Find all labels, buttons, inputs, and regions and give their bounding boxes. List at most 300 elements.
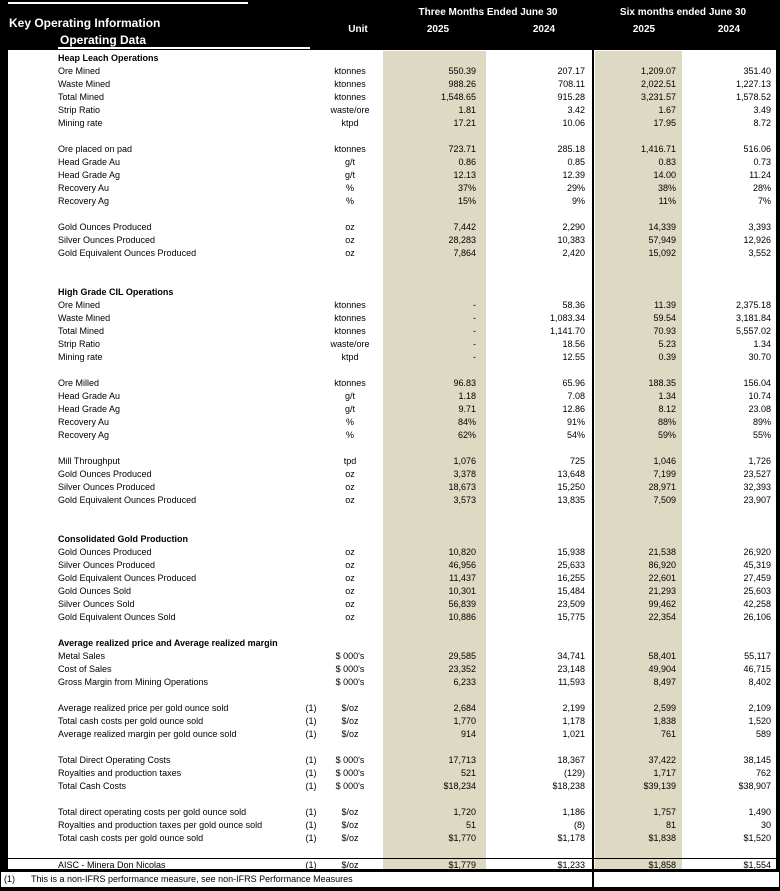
footnote-ref xyxy=(300,234,322,247)
spacer-row xyxy=(8,364,776,377)
footnote-ref xyxy=(300,247,322,260)
spacer-row xyxy=(8,689,776,702)
value-6m-2024: 8.72 xyxy=(753,118,771,128)
value-6m-2025: $1,838 xyxy=(648,833,676,843)
table-row xyxy=(8,546,776,559)
report-title: Key Operating Information xyxy=(9,16,161,30)
row-label: Average realized price and Average realized margin xyxy=(58,638,278,648)
value-6m-2024: 27,459 xyxy=(743,573,771,583)
value-q2-2025: 1,548.65 xyxy=(440,92,476,102)
footnote-ref xyxy=(300,416,322,429)
value-q2-2024: 34,741 xyxy=(557,651,585,661)
footnote-ref: (1) xyxy=(305,768,317,778)
value-q2-2024: 29% xyxy=(566,183,585,193)
value-6m-2025: 70.93 xyxy=(653,326,676,336)
table-row xyxy=(8,169,776,182)
footnote-ref xyxy=(300,338,322,351)
value-q2-2025: 84% xyxy=(457,417,476,427)
row-label: Gold Equivalent Ounces Sold xyxy=(58,612,176,622)
value-6m-2024: 12,926 xyxy=(743,235,771,245)
value-q2-2025: 10,886 xyxy=(448,612,476,622)
value-q2-2024: 1,141.70 xyxy=(549,326,585,336)
value-6m-2025 xyxy=(590,286,682,299)
value-q2-2025: - xyxy=(473,339,476,349)
column-header-q2-2024: 2024 xyxy=(532,24,556,35)
value-q2-2025: 11,437 xyxy=(449,573,476,583)
value-6m-2025: 1,209.07 xyxy=(640,66,676,76)
row-label: Average realized margin per gold ounce sold xyxy=(58,729,237,739)
row-label: Waste Mined xyxy=(58,79,111,89)
table-row xyxy=(8,611,776,624)
section-header-row xyxy=(8,533,776,546)
footnote-ref xyxy=(300,169,322,182)
value-q2-2024: 708.11 xyxy=(558,79,585,89)
footnote-ref xyxy=(300,286,322,299)
value-6m-2025: 3,231.57 xyxy=(640,92,676,102)
unit-cell: oz xyxy=(345,547,355,557)
table-row xyxy=(8,455,776,468)
value-6m-2025: 1,416.71 xyxy=(640,144,676,154)
value-q2-2025: 7,864 xyxy=(453,248,476,258)
value-6m-2024: $1,554 xyxy=(743,860,771,870)
value-q2-2025: - xyxy=(473,300,476,310)
value-6m-2025: 86,920 xyxy=(648,560,676,570)
row-label: Head Grade Ag xyxy=(58,404,121,414)
value-q2-2024 xyxy=(482,637,590,650)
value-6m-2025: 15,092 xyxy=(648,248,676,258)
value-q2-2025: 15% xyxy=(457,196,476,206)
row-label: Total direct operating costs per gold ounce sold xyxy=(58,807,247,817)
row-label: Silver Ounces Sold xyxy=(58,599,135,609)
value-6m-2024: 46,715 xyxy=(743,664,771,674)
unit-cell: $/oz xyxy=(341,729,359,739)
value-q2-2025: 723.71 xyxy=(448,144,476,154)
unit-cell: ktonnes xyxy=(334,300,366,310)
table-row xyxy=(8,390,776,403)
footnote-ref xyxy=(300,65,322,78)
table-row xyxy=(8,104,776,117)
value-6m-2024: 351.40 xyxy=(743,66,771,76)
row-label: Ore Mined xyxy=(58,66,101,76)
table-row xyxy=(8,377,776,390)
value-q2-2024: 18.56 xyxy=(562,339,585,349)
value-6m-2025: 28,971 xyxy=(648,482,676,492)
unit-cell: ktpd xyxy=(341,118,359,128)
row-label: Total cash costs per gold ounce sold xyxy=(58,716,204,726)
row-label: Total Mined xyxy=(58,326,105,336)
row-label: Recovery Ag xyxy=(58,430,110,440)
footnote-ref xyxy=(300,663,322,676)
value-6m-2025: 57,949 xyxy=(648,235,676,245)
value-q2-2024: 207.17 xyxy=(557,66,585,76)
value-6m-2025: 1.67 xyxy=(658,105,676,115)
table-row xyxy=(8,572,776,585)
table-row xyxy=(8,806,776,819)
footnote-ref xyxy=(300,533,322,546)
value-q2-2025: 46,956 xyxy=(448,560,476,570)
value-6m-2024: 55% xyxy=(752,430,771,440)
table-row xyxy=(8,780,776,793)
value-6m-2024: 3,181.84 xyxy=(735,313,771,323)
value-q2-2025 xyxy=(378,52,482,65)
value-q2-2025: $1,779 xyxy=(448,860,476,870)
value-q2-2024: 0.85 xyxy=(567,157,585,167)
value-6m-2025: 1,757 xyxy=(653,807,676,817)
value-6m-2024: 762 xyxy=(755,768,771,778)
spacer-row xyxy=(8,260,776,273)
value-6m-2025: 8.12 xyxy=(658,404,676,414)
table-row xyxy=(8,312,776,325)
footnote-ref xyxy=(300,312,322,325)
value-6m-2024 xyxy=(682,637,776,650)
value-6m-2025: 2,599 xyxy=(653,703,676,713)
value-6m-2024: 10.74 xyxy=(748,391,771,401)
table-rows xyxy=(8,52,776,871)
table-row xyxy=(8,195,776,208)
unit-cell: ktonnes xyxy=(334,326,366,336)
row-label: Mining rate xyxy=(58,118,103,128)
footnote-ref: (1) xyxy=(305,755,317,765)
unit-cell: $ 000's xyxy=(335,781,365,791)
row-label: Recovery Au xyxy=(58,183,110,193)
value-6m-2025: $1,858 xyxy=(648,860,676,870)
table-row xyxy=(8,819,776,832)
column-header-q2-2025: 2025 xyxy=(426,24,450,35)
row-label: Recovery Au xyxy=(58,417,110,427)
unit-cell xyxy=(322,286,378,299)
table-row xyxy=(8,559,776,572)
value-q2-2024: 12.86 xyxy=(562,404,585,414)
value-6m-2024: 3,393 xyxy=(748,222,771,232)
value-6m-2024: 45,319 xyxy=(743,560,771,570)
value-6m-2024: $1,520 xyxy=(743,833,771,843)
table-row xyxy=(8,494,776,507)
row-label: Strip Ratio xyxy=(58,339,101,349)
table-row xyxy=(8,403,776,416)
value-6m-2024: $38,907 xyxy=(738,781,771,791)
unit-cell: oz xyxy=(345,612,355,622)
unit-cell: g/t xyxy=(344,157,355,167)
spacer-row xyxy=(8,520,776,533)
table-row xyxy=(8,351,776,364)
subtitle-underline xyxy=(58,47,310,49)
value-6m-2024: 1,490 xyxy=(748,807,771,817)
value-q2-2024: 15,250 xyxy=(557,482,585,492)
value-6m-2024: 23,907 xyxy=(743,495,771,505)
row-label: High Grade CIL Operations xyxy=(58,287,174,297)
footnote-ref xyxy=(300,299,322,312)
value-q2-2025: 29,585 xyxy=(448,651,476,661)
value-q2-2025: 23,352 xyxy=(448,664,476,674)
value-6m-2025: $39,139 xyxy=(643,781,676,791)
value-q2-2025: 988.26 xyxy=(448,79,476,89)
unit-cell: oz xyxy=(345,222,355,232)
spacer-row xyxy=(8,741,776,754)
value-q2-2024: 2,290 xyxy=(562,222,585,232)
footnote-ref: (1) xyxy=(305,833,317,843)
unit-cell: oz xyxy=(345,495,355,505)
value-q2-2024: 7.08 xyxy=(567,391,585,401)
row-label: Gold Equivalent Ounces Produced xyxy=(58,573,197,583)
unit-cell: oz xyxy=(345,235,355,245)
unit-cell: $/oz xyxy=(341,807,359,817)
value-q2-2025: 1,720 xyxy=(453,807,476,817)
unit-cell: oz xyxy=(345,560,355,570)
unit-cell: % xyxy=(345,430,354,440)
value-q2-2025: 10,820 xyxy=(448,547,476,557)
value-6m-2024: 0.73 xyxy=(753,157,771,167)
section-header-row xyxy=(8,637,776,650)
value-q2-2025 xyxy=(378,533,482,546)
table-row xyxy=(8,702,776,715)
table-row xyxy=(8,429,776,442)
unit-cell: ktonnes xyxy=(334,92,366,102)
value-6m-2024: 1,520 xyxy=(748,716,771,726)
table-row xyxy=(8,299,776,312)
value-6m-2025: 0.39 xyxy=(658,352,676,362)
value-q2-2024 xyxy=(482,52,590,65)
value-q2-2025: 1,770 xyxy=(453,716,476,726)
footnote-ref xyxy=(300,650,322,663)
row-label: Metal Sales xyxy=(58,651,106,661)
value-q2-2025: 7,442 xyxy=(453,222,476,232)
value-6m-2024: 1.34 xyxy=(753,339,771,349)
spacer-row xyxy=(8,130,776,143)
footnote-ref xyxy=(300,429,322,442)
value-q2-2025: $1,770 xyxy=(448,833,476,843)
footnote-ref xyxy=(300,546,322,559)
value-q2-2024: 15,775 xyxy=(557,612,585,622)
value-6m-2024 xyxy=(682,533,776,546)
spacer-row xyxy=(8,845,776,858)
row-label: Royalties and production taxes per gold ounce sold xyxy=(58,820,263,830)
period-group-six-months: Six months ended June 30 xyxy=(619,7,747,18)
value-q2-2024: 2,420 xyxy=(562,248,585,258)
value-q2-2024: 10.06 xyxy=(562,118,585,128)
value-6m-2025: 59.54 xyxy=(653,313,676,323)
value-6m-2025: 5.23 xyxy=(658,339,676,349)
value-q2-2025 xyxy=(378,637,482,650)
table-row xyxy=(8,728,776,741)
footnote-ref: (1) xyxy=(305,860,317,870)
value-q2-2025: 1,076 xyxy=(453,456,476,466)
value-q2-2024: 15,484 xyxy=(557,586,585,596)
value-6m-2025 xyxy=(590,637,682,650)
footnote-marker: (1) xyxy=(4,874,15,884)
value-6m-2025: 21,538 xyxy=(648,547,676,557)
value-6m-2024: 7% xyxy=(757,196,771,206)
unit-cell xyxy=(322,637,378,650)
value-q2-2025: 3,573 xyxy=(453,495,476,505)
footnote-ref xyxy=(300,481,322,494)
value-6m-2025: 761 xyxy=(660,729,676,739)
value-6m-2025: 8,497 xyxy=(653,677,676,687)
table-row xyxy=(8,663,776,676)
value-6m-2025: 14,339 xyxy=(648,222,676,232)
unit-cell: oz xyxy=(345,482,355,492)
unit-cell: % xyxy=(345,183,354,193)
footnote-ref xyxy=(300,377,322,390)
value-6m-2024 xyxy=(682,286,776,299)
spacer-row xyxy=(8,208,776,221)
value-q2-2025: 10,301 xyxy=(448,586,476,596)
value-q2-2024: 3.42 xyxy=(567,105,585,115)
value-q2-2024: 915.28 xyxy=(557,92,585,102)
value-q2-2024: 13,835 xyxy=(557,495,585,505)
unit-cell: g/t xyxy=(344,404,355,414)
unit-cell: % xyxy=(345,196,354,206)
unit-cell: $ 000's xyxy=(335,768,365,778)
value-q2-2024: $18,238 xyxy=(552,781,585,791)
unit-cell: $ 000's xyxy=(335,651,365,661)
footnote-ref: (1) xyxy=(305,807,317,817)
value-6m-2025: 1.34 xyxy=(658,391,676,401)
footnote-ref xyxy=(300,78,322,91)
footnote-ref xyxy=(300,195,322,208)
row-label: Silver Ounces Produced xyxy=(58,560,156,570)
value-q2-2024: 18,367 xyxy=(557,755,585,765)
value-q2-2024: 11,593 xyxy=(558,677,585,687)
footnote-ref xyxy=(300,104,322,117)
value-6m-2024: 30.70 xyxy=(748,352,771,362)
row-label: Royalties and production taxes xyxy=(58,768,182,778)
value-6m-2025: 0.83 xyxy=(658,157,676,167)
value-6m-2025: 59% xyxy=(657,430,676,440)
unit-cell: $ 000's xyxy=(335,755,365,765)
unit-cell: $ 000's xyxy=(335,677,365,687)
value-6m-2024: 589 xyxy=(755,729,771,739)
unit-cell: % xyxy=(345,417,354,427)
value-6m-2024: 11.24 xyxy=(749,170,771,180)
footnote-ref xyxy=(300,91,322,104)
row-label: Mining rate xyxy=(58,352,103,362)
value-q2-2024: 13,648 xyxy=(557,469,585,479)
table-row xyxy=(8,221,776,234)
value-q2-2025: 550.39 xyxy=(448,66,476,76)
value-q2-2025: 0.86 xyxy=(458,157,476,167)
footnote-ref: (1) xyxy=(305,703,317,713)
value-q2-2025: - xyxy=(473,313,476,323)
spacer-row xyxy=(8,624,776,637)
unit-cell: waste/ore xyxy=(330,339,370,349)
row-label: Head Grade Au xyxy=(58,157,121,167)
footnote-ref xyxy=(300,390,322,403)
footnote-ref xyxy=(300,494,322,507)
value-q2-2024: 12.55 xyxy=(562,352,585,362)
table-row xyxy=(8,117,776,130)
value-6m-2024: 5,557.02 xyxy=(735,326,771,336)
unit-cell: oz xyxy=(345,586,355,596)
table-row xyxy=(8,858,776,871)
unit-cell: ktonnes xyxy=(334,66,366,76)
footnote-ref xyxy=(300,559,322,572)
value-q2-2024: 9% xyxy=(571,196,585,206)
value-q2-2025: 28,283 xyxy=(448,235,476,245)
value-q2-2024: $1,233 xyxy=(557,860,585,870)
value-q2-2024: 23,148 xyxy=(557,664,585,674)
row-label: Heap Leach Operations xyxy=(58,53,159,63)
value-6m-2025: 1,838 xyxy=(653,716,676,726)
value-6m-2025 xyxy=(590,533,682,546)
value-q2-2025: 3,378 xyxy=(453,469,476,479)
value-q2-2024: 54% xyxy=(566,430,585,440)
row-label: Ore Mined xyxy=(58,300,101,310)
value-q2-2024: 58.36 xyxy=(562,300,585,310)
unit-cell: $/oz xyxy=(341,716,359,726)
value-q2-2024: 23,509 xyxy=(557,599,585,609)
unit-cell: ktonnes xyxy=(334,378,366,388)
value-6m-2024: 516.06 xyxy=(743,144,771,154)
row-label: Gold Equivalent Ounces Produced xyxy=(58,495,197,505)
row-label: Total Direct Operating Costs xyxy=(58,755,171,765)
operating-data-table xyxy=(8,50,776,869)
column-header-6m-2024: 2024 xyxy=(717,24,741,35)
value-q2-2025: 62% xyxy=(457,430,476,440)
value-q2-2025 xyxy=(378,286,482,299)
value-6m-2024: 30 xyxy=(760,820,771,830)
footnote-ref xyxy=(300,585,322,598)
row-label: Head Grade Au xyxy=(58,391,121,401)
unit-cell: waste/ore xyxy=(330,105,370,115)
footnote-ref xyxy=(300,676,322,689)
value-q2-2024: 1,186 xyxy=(562,807,585,817)
unit-cell xyxy=(322,52,378,65)
footnote-ref: (1) xyxy=(305,781,317,791)
unit-cell: g/t xyxy=(344,391,355,401)
footnote-ref xyxy=(300,325,322,338)
value-6m-2024: 3,552 xyxy=(748,248,771,258)
value-q2-2024: 2,199 xyxy=(562,703,585,713)
value-q2-2024: 12.39 xyxy=(562,170,585,180)
value-6m-2025: 188.35 xyxy=(648,378,676,388)
row-label: Total Mined xyxy=(58,92,105,102)
row-label: Silver Ounces Produced xyxy=(58,482,156,492)
value-6m-2024: 156.04 xyxy=(743,378,771,388)
footnote-ref xyxy=(300,468,322,481)
value-q2-2024: 285.18 xyxy=(557,144,585,154)
row-label: Head Grade Ag xyxy=(58,170,121,180)
value-6m-2024 xyxy=(682,52,776,65)
spacer-row xyxy=(8,442,776,455)
footnote-ref: (1) xyxy=(305,729,317,739)
unit-cell: $/oz xyxy=(341,820,359,830)
table-row xyxy=(8,754,776,767)
value-6m-2025: 22,354 xyxy=(648,612,676,622)
unit-cell: ktpd xyxy=(341,352,359,362)
value-6m-2024: 1,227.13 xyxy=(735,79,771,89)
footnote-ref xyxy=(300,52,322,65)
unit-cell: g/t xyxy=(344,170,355,180)
header-top-rule xyxy=(8,2,248,4)
value-q2-2024: 15,938 xyxy=(557,547,585,557)
value-6m-2025: 17.95 xyxy=(653,118,676,128)
footnote-ref xyxy=(300,143,322,156)
value-6m-2024: 2,375.18 xyxy=(735,300,771,310)
unit-cell: ktonnes xyxy=(334,79,366,89)
spacer-row xyxy=(8,273,776,286)
value-q2-2024: 10,383 xyxy=(557,235,585,245)
value-6m-2025: 11% xyxy=(658,196,676,206)
value-6m-2024: 26,920 xyxy=(743,547,771,557)
row-label: Gold Ounces Produced xyxy=(58,469,152,479)
table-row xyxy=(8,234,776,247)
footnote-text: This is a non-IFRS performance measure, see non-IFRS Performance Measures xyxy=(31,874,353,884)
row-label: Consolidated Gold Production xyxy=(58,534,188,544)
footnote-row xyxy=(1,872,779,887)
row-label: Gold Equivalent Ounces Produced xyxy=(58,248,197,258)
value-q2-2025: 51 xyxy=(465,820,476,830)
row-label: Gold Ounces Sold xyxy=(58,586,132,596)
